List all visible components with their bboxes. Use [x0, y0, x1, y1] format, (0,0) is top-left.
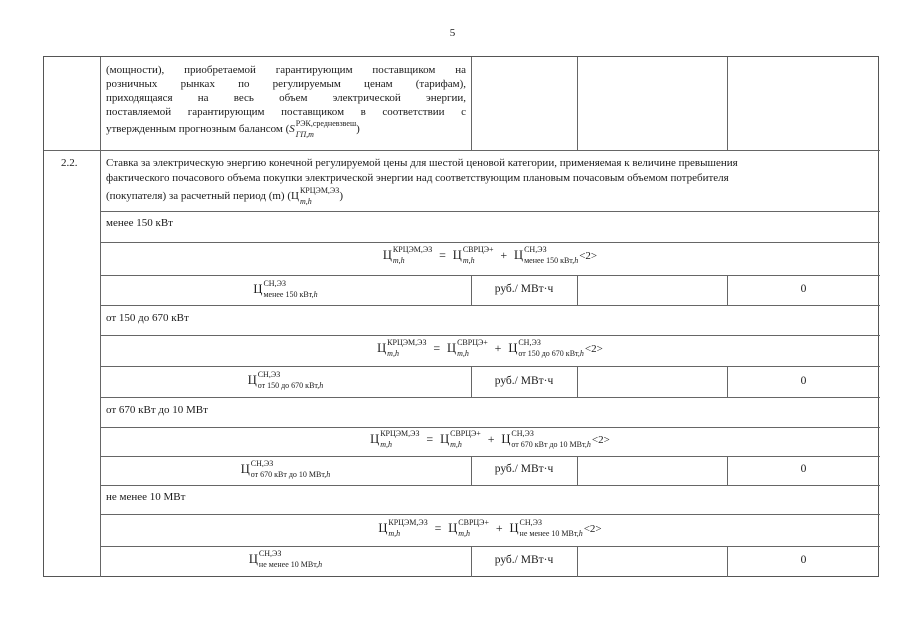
g3-rhs2 [501, 431, 591, 449]
group-3-symbol-cell [100, 461, 471, 479]
group-3-value: 0 [800, 463, 807, 475]
g1-cell-sub-h: h [313, 290, 318, 299]
rule-g2-formula [100, 366, 880, 367]
g2-rhs2-sub-h: h [579, 349, 584, 358]
g2-rhs1-base: Ц [447, 341, 457, 355]
g2-cell-sub-h: h [319, 381, 324, 390]
g4-rhs1-sup: СВРЦЭ+ [458, 518, 489, 527]
g3-cell-base: Ц [240, 462, 250, 476]
g4-rhs2-sub: не менее 10 МВт, [519, 529, 579, 538]
g1-rhs1-sup: СВРЦЭ+ [462, 245, 494, 254]
group-3-formula [100, 431, 880, 449]
g4-plus: + [495, 521, 503, 535]
g4-col-div-2 [577, 546, 578, 577]
g3-rhs1 [440, 431, 481, 449]
group-1-formula [100, 247, 880, 265]
section-line-3 [106, 188, 876, 206]
g1-lhs [383, 247, 432, 265]
g1-rhs2-base: Ц [514, 248, 524, 262]
g3-rhs2-sup: СН,ЭЗ [511, 429, 534, 438]
balance-symbol-base: S [289, 123, 295, 135]
g4-cell-sup: СН,ЭЗ [258, 549, 282, 558]
prev-row-line-4: поставляемой гарантирующим поставщиком в соответствии с [106, 106, 466, 118]
prev-row-line-2: розничных рынках по регулируемым ценам (тарифам), [106, 78, 466, 90]
document-table [43, 56, 879, 577]
g1-lhs-sub: m,h [392, 256, 405, 265]
g2-rhs2-sub: от 150 до 670 кВт, [518, 349, 580, 358]
g3-cell-sup: СН,ЭЗ [250, 459, 274, 468]
group-1-symbol-cell [100, 281, 471, 299]
rule-g4-label [100, 514, 880, 515]
section-line-3-text: (покупателя) за расчетный период (m) ( [106, 190, 292, 202]
group-2-unit: руб./ МВт·ч [494, 375, 554, 387]
rule-g2-label [100, 335, 880, 336]
g4-lhs-sub: m,h [388, 529, 401, 538]
g3-cell-sub: от 670 кВт до 10 МВт, [250, 470, 327, 479]
g1-cell-sup: СН,ЭЗ [263, 279, 286, 288]
group-2-formula [100, 340, 880, 358]
g3-plus: + [487, 432, 495, 446]
g2-note: <2> [584, 343, 603, 355]
g4-cell-base: Ц [248, 552, 258, 566]
g1-cell-symbol [253, 281, 317, 299]
prev-row-line-3: приходящаяся на весь объем электрической энергии, [106, 92, 466, 104]
g1-rhs1-sub: m,h [462, 256, 475, 265]
g1-rhs2-sub: менее 150 кВт, [524, 256, 575, 265]
rule-g2-data [100, 397, 880, 398]
g2-cell-sub: от 150 до 670 кВт, [257, 381, 320, 390]
g3-rhs2-sub: от 670 кВт до 10 МВт, [511, 440, 587, 449]
group-1-value: 0 [800, 283, 807, 295]
g1-note: <2> [579, 250, 598, 262]
g4-lhs [378, 520, 427, 538]
g1-plus: + [500, 248, 508, 262]
col-divider-number [100, 57, 101, 577]
rule-after-prev [44, 150, 880, 151]
prev-row-line-5-text: утвержденным прогнозным балансом ( [106, 123, 290, 135]
group-1-label: менее 150 кВт [106, 217, 173, 229]
rule-after-section [100, 211, 880, 212]
group-2-value: 0 [800, 375, 807, 387]
g2-cell-symbol [248, 372, 324, 390]
col-divider-prev-2 [577, 57, 578, 150]
group-4-value: 0 [800, 554, 807, 566]
g4-rhs1 [448, 520, 489, 538]
section-close: ) [339, 190, 343, 202]
group-4-unit: руб./ МВт·ч [494, 554, 554, 566]
rule-g1-formula [100, 275, 880, 276]
g2-rhs2-base: Ц [508, 341, 518, 355]
g1-cell-sub: менее 150 кВт, [263, 290, 314, 299]
rule-g1-data [100, 305, 880, 306]
g3-col-div-2 [577, 456, 578, 485]
page-number: 5 [449, 27, 456, 39]
g3-rhs1-sup: СВРЦЭ+ [450, 429, 481, 438]
g2-cell-base: Ц [247, 373, 257, 387]
rule-g3-formula [100, 456, 880, 457]
g2-plus: + [494, 341, 502, 355]
group-3-unit: руб./ МВт·ч [494, 463, 554, 475]
g2-rhs1-sub: m,h [457, 349, 469, 358]
group-4-label: не менее 10 МВт [106, 491, 186, 503]
g1-rhs2 [514, 247, 578, 265]
g3-cell-symbol [241, 461, 331, 479]
g3-cell-sub-h: h [326, 470, 331, 479]
group-2-label: от 150 до 670 кВт [106, 312, 189, 324]
col-divider-prev-3 [727, 57, 728, 150]
g1-col-div-2 [577, 275, 578, 305]
g3-equals: = [426, 432, 434, 446]
g3-rhs2-sub-h: h [586, 440, 591, 449]
section-text [106, 156, 876, 206]
prev-row-close: ) [356, 123, 360, 135]
g3-lhs-sup: КРЦЭМ,ЭЗ [380, 429, 420, 438]
g3-lhs [370, 431, 419, 449]
g4-note: <2> [583, 523, 602, 535]
g4-equals: = [434, 521, 442, 535]
prev-row-line-5 [106, 121, 466, 139]
section-line-1: Ставка за электрическую энергию конечной регулируемой цены для шестой ценовой категории, применяемая к величине превышения [106, 157, 738, 169]
g2-cell-sup: СН,ЭЗ [257, 370, 281, 379]
g4-lhs-sup: КРЦЭМ,ЭЗ [388, 518, 428, 527]
g1-rhs2-sub-h: h [574, 256, 579, 265]
balance-symbol-sup: РЭК,средневзвеш [295, 119, 357, 128]
section-symbol-sup: КРЦЭМ,ЭЗ [299, 186, 340, 195]
group-4-symbol-cell [100, 551, 471, 569]
g2-lhs-sup: КРЦЭМ,ЭЗ [387, 338, 427, 347]
g4-rhs1-base: Ц [448, 521, 458, 535]
g3-rhs1-sub: m,h [450, 440, 462, 449]
g4-lhs-base: Ц [378, 521, 388, 535]
section-symbol-base: Ц [291, 190, 299, 202]
g2-rhs2 [508, 340, 584, 358]
g2-equals: = [433, 341, 441, 355]
balance-symbol [289, 121, 356, 139]
g4-rhs2-base: Ц [509, 521, 519, 535]
section-number: 2.2. [61, 157, 78, 169]
g1-rhs1 [453, 247, 494, 265]
g4-rhs2 [510, 520, 583, 538]
g2-lhs-sub: m,h [387, 349, 399, 358]
group-1-unit: руб./ МВт·ч [494, 283, 554, 295]
rule-g4-formula [100, 546, 880, 547]
g3-lhs-base: Ц [370, 432, 380, 446]
g1-rhs2-sup: СН,ЭЗ [524, 245, 547, 254]
g1-rhs1-base: Ц [452, 248, 462, 262]
g1-lhs-sup: КРЦЭМ,ЭЗ [392, 245, 433, 254]
g2-lhs-base: Ц [377, 341, 387, 355]
g1-lhs-base: Ц [382, 248, 392, 262]
g2-rhs1 [447, 340, 488, 358]
g4-cell-sub: не менее 10 МВт, [258, 560, 319, 569]
balance-symbol-sub: ГП,m [295, 130, 314, 139]
rule-g1-label [100, 242, 880, 243]
group-4-formula [100, 520, 880, 538]
prev-row-text [106, 63, 466, 139]
group-3-label: от 670 кВт до 10 МВт [106, 404, 208, 416]
section-symbol [291, 188, 339, 206]
g4-rhs2-sub-h: h [578, 529, 583, 538]
g3-lhs-sub: m,h [380, 440, 392, 449]
col-divider-prev-1 [471, 57, 472, 150]
g3-rhs2-base: Ц [501, 432, 511, 446]
g3-note: <2> [591, 434, 610, 446]
section-symbol-sub: m,h [299, 197, 312, 206]
g2-lhs [377, 340, 426, 358]
g4-rhs1-sub: m,h [458, 529, 471, 538]
rule-g3-label [100, 427, 880, 428]
section-line-2: фактического почасового объема покупки электрической энергии над соответствующим плановым почасовым объемом потребителя [106, 172, 729, 184]
g1-equals: = [439, 248, 446, 262]
g2-rhs2-sup: СН,ЭЗ [518, 338, 541, 347]
g3-rhs1-base: Ц [440, 432, 450, 446]
group-2-symbol-cell [100, 372, 471, 390]
g4-rhs2-sup: СН,ЭЗ [519, 518, 543, 527]
g1-cell-base: Ц [253, 282, 263, 296]
g4-cell-sub-h: h [318, 560, 323, 569]
rule-g3-data [100, 485, 880, 486]
g2-rhs1-sup: СВРЦЭ+ [457, 338, 488, 347]
prev-row-line-1: (мощности), приобретаемой гарантирующим поставщиком на [106, 64, 466, 76]
g2-col-div-2 [577, 366, 578, 397]
g4-cell-symbol [249, 551, 322, 569]
